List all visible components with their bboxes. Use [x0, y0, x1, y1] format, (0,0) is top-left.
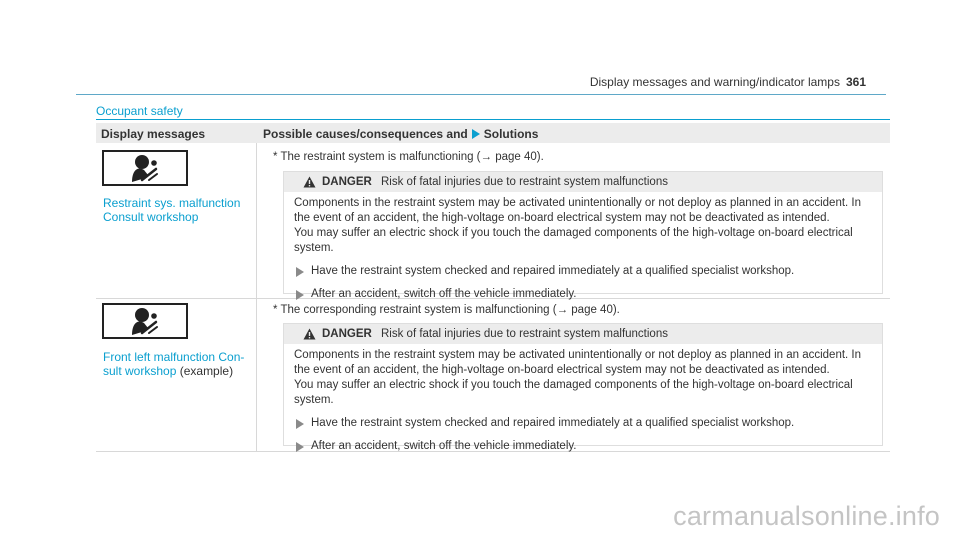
- table-header: [96, 123, 890, 143]
- display-message-restraint: Restraint sys. malfunction Consult workshop: [103, 196, 241, 224]
- danger-label: DANGER: [322, 176, 372, 188]
- airbag-warning-icon: [102, 150, 188, 186]
- display-message-text: Front left malfunction Con- sult workshop: [103, 350, 245, 378]
- header-rule: [76, 94, 886, 95]
- danger-paragraph: You may suffer an electric shock if you touch the damaged components of the high-voltage on-board electrical system.: [294, 227, 853, 254]
- section-title: Occupant safety: [96, 104, 183, 118]
- column-header-display-messages: Display messages: [101, 127, 206, 141]
- messages-table: [96, 123, 890, 452]
- display-message-front-left: [103, 350, 253, 378]
- danger-paragraph: You may suffer an electric shock if you touch the damaged components of the high-voltage on-board electrical system.: [294, 379, 853, 406]
- danger-label: DANGER: [322, 328, 372, 340]
- solution-step: [294, 439, 872, 454]
- cause-text: * The corresponding restraint system is malfunctioning (→ page 40).: [273, 304, 620, 316]
- column-header-solutions-label: Solutions: [483, 127, 539, 141]
- watermark: carmanualsonline.info: [673, 501, 940, 531]
- danger-body: [284, 344, 882, 454]
- play-arrow-icon: [296, 419, 304, 429]
- page-number: 361: [845, 75, 866, 89]
- page-header: [590, 75, 866, 89]
- section-rule: [96, 119, 890, 120]
- danger-box: [283, 323, 883, 452]
- solution-step: [294, 416, 872, 431]
- play-arrow-icon: [296, 267, 304, 277]
- airbag-warning-icon: [102, 303, 188, 339]
- column-divider: [256, 143, 257, 451]
- solution-step-text: After an accident, switch off the vehicle immediately.: [311, 288, 577, 300]
- danger-paragraph: Components in the restraint system may be activated unintentionally or not deploy as planned in an accident. In the event of an accident, the high-voltage on-board electrical system may not be deactivated as intended.: [294, 197, 862, 224]
- danger-title: Risk of fatal injuries due to restraint system malfunctions: [381, 176, 668, 188]
- danger-paragraph: Components in the restraint system may be activated unintentionally or not deploy as planned in an accident. In the event of an accident, the high-voltage on-board electrical system may not be deactivated as intended.: [294, 349, 862, 376]
- column-header-causes-solutions: [263, 127, 538, 141]
- solution-step-text: After an accident, switch off the vehicle immediately.: [311, 440, 577, 452]
- solution-step: [294, 264, 872, 279]
- solution-step-text: Have the restraint system checked and repaired immediately at a qualified specialist workshop.: [311, 417, 795, 429]
- solution-step-text: Have the restraint system checked and repaired immediately at a qualified specialist workshop.: [311, 265, 795, 277]
- warning-triangle-icon: [303, 176, 316, 188]
- solution-step: [294, 287, 872, 302]
- play-arrow-icon: [296, 442, 304, 452]
- cause-text: * The restraint system is malfunctioning (→ page 40).: [273, 151, 544, 163]
- play-arrow-icon: [296, 290, 304, 300]
- example-label: (example): [179, 364, 234, 378]
- column-header-causes-label: Possible causes/consequences and: [263, 127, 468, 141]
- danger-header: [284, 172, 882, 192]
- warning-triangle-icon: [303, 328, 316, 340]
- danger-body: [284, 192, 882, 302]
- danger-box: [283, 171, 883, 300]
- play-arrow-icon: [472, 129, 480, 139]
- danger-title: Risk of fatal injuries due to restraint system malfunctions: [381, 328, 668, 340]
- danger-header: [284, 324, 882, 344]
- page-header-title: Display messages and warning/indicator lamps: [589, 75, 840, 89]
